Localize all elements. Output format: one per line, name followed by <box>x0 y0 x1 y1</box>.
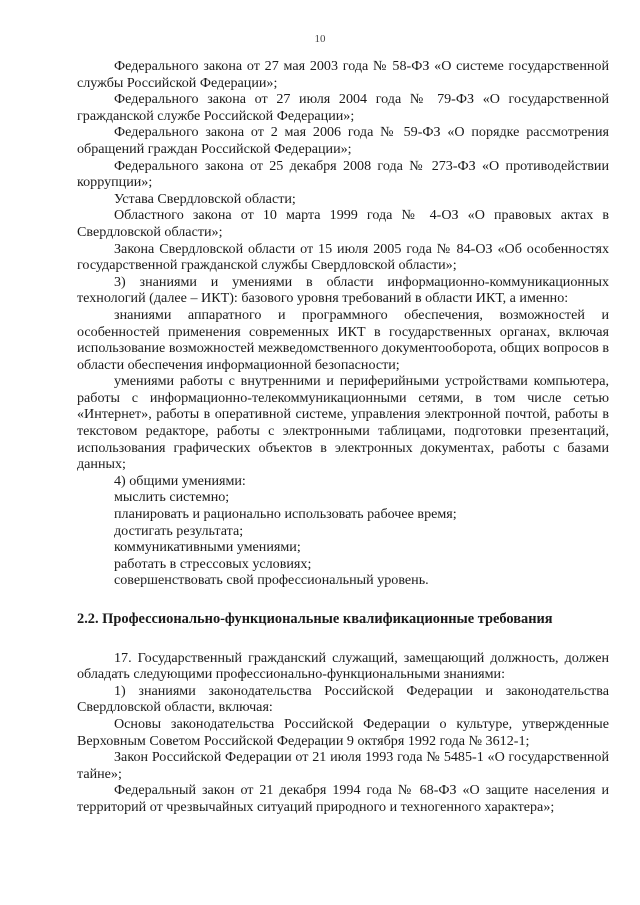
paragraph: коммуникативными умениями; <box>114 539 301 556</box>
document-body <box>77 58 609 816</box>
paragraph: Устава Свердловской области; <box>114 190 296 207</box>
paragraph: Федерального закона от 27 июля 2004 года № 79-ФЗ «О государственной гражданской службе Российской Федерации»; <box>77 91 609 124</box>
paragraph: Закона Свердловской области от 15 июля 2005 года № 84-ОЗ «Об особенностях государственной гражданской службы Свердловской области»; <box>77 240 609 274</box>
paragraph: мыслить системно; <box>114 489 230 506</box>
paragraph: 3) знаниями и умениями в области информационно-коммуникационных технологий (далее – ИКТ): базового уровня требований в области ИКТ, а именно: <box>77 273 609 307</box>
section-heading: 2.2. Профессионально-функциональные квалификационные требования <box>77 611 553 627</box>
paragraph: Областного закона от 10 марта 1999 года № 4-ОЗ «О правовых актах в Свердловской области»; <box>77 207 609 240</box>
paragraph: 4) общими умениями: <box>114 472 246 489</box>
paragraph: Федерального закона от 25 декабря 2008 года № 273-ФЗ «О противодействии коррупции»; <box>77 157 609 191</box>
paragraph: достигать результата; <box>114 522 244 539</box>
paragraph: Федерального закона от 27 мая 2003 года № 58-ФЗ «О системе государственной службы Российской Федерации»; <box>77 58 609 91</box>
paragraph: работать в стрессовых условиях; <box>114 555 312 572</box>
paragraph: совершенствовать свой профессиональный уровень. <box>114 572 429 589</box>
paragraph: Федеральный закон от 21 декабря 1994 года № 68-ФЗ «О защите населения и территорий от чрезвычайных ситуаций природного и техногенного характера»; <box>77 782 609 815</box>
paragraph: 17. Государственный гражданский служащий, замещающий должность, должен обладать следующими профессионально-функциональными знаниями: <box>77 649 609 683</box>
paragraph: знаниями аппаратного и программного обеспечения, возможностей и особенностей применения современных ИКТ в государственных органах, включая использование возможностей межведомственного документооборота, общих вопросов в области обеспечения информационной безопасности; <box>77 306 609 373</box>
paragraph: Закон Российской Федерации от 21 июля 1993 года № 5485-1 «О государственной тайне»; <box>77 749 609 782</box>
page-number: 10 <box>314 33 326 45</box>
paragraph: планировать и рационально использовать рабочее время; <box>114 506 457 523</box>
paragraph: Федерального закона от 2 мая 2006 года № 59-ФЗ «О порядке рассмотрения обращений граждан Российской Федерации»; <box>77 124 609 157</box>
paragraph: Основы законодательства Российской Федерации о культуре, утвержденные Верховным Советом Российской Федерации 9 октября 1992 года № 3612-1; <box>77 715 609 749</box>
paragraph: умениями работы с внутренними и периферийными устройствами компьютера, работы с информационно-телекоммуникационными сетями, в том числе сетью «Интернет», работы в оперативной системе, управления электронной почтой, работы в текстовом редакторе, работы с электронными таблицами, подготовки презентаций, использования графических объектов в электронных документах, работы с базами данных; <box>77 373 609 473</box>
paragraph: 1) знаниями законодательства Российской Федерации и законодательства Свердловской области, включая: <box>77 682 609 716</box>
